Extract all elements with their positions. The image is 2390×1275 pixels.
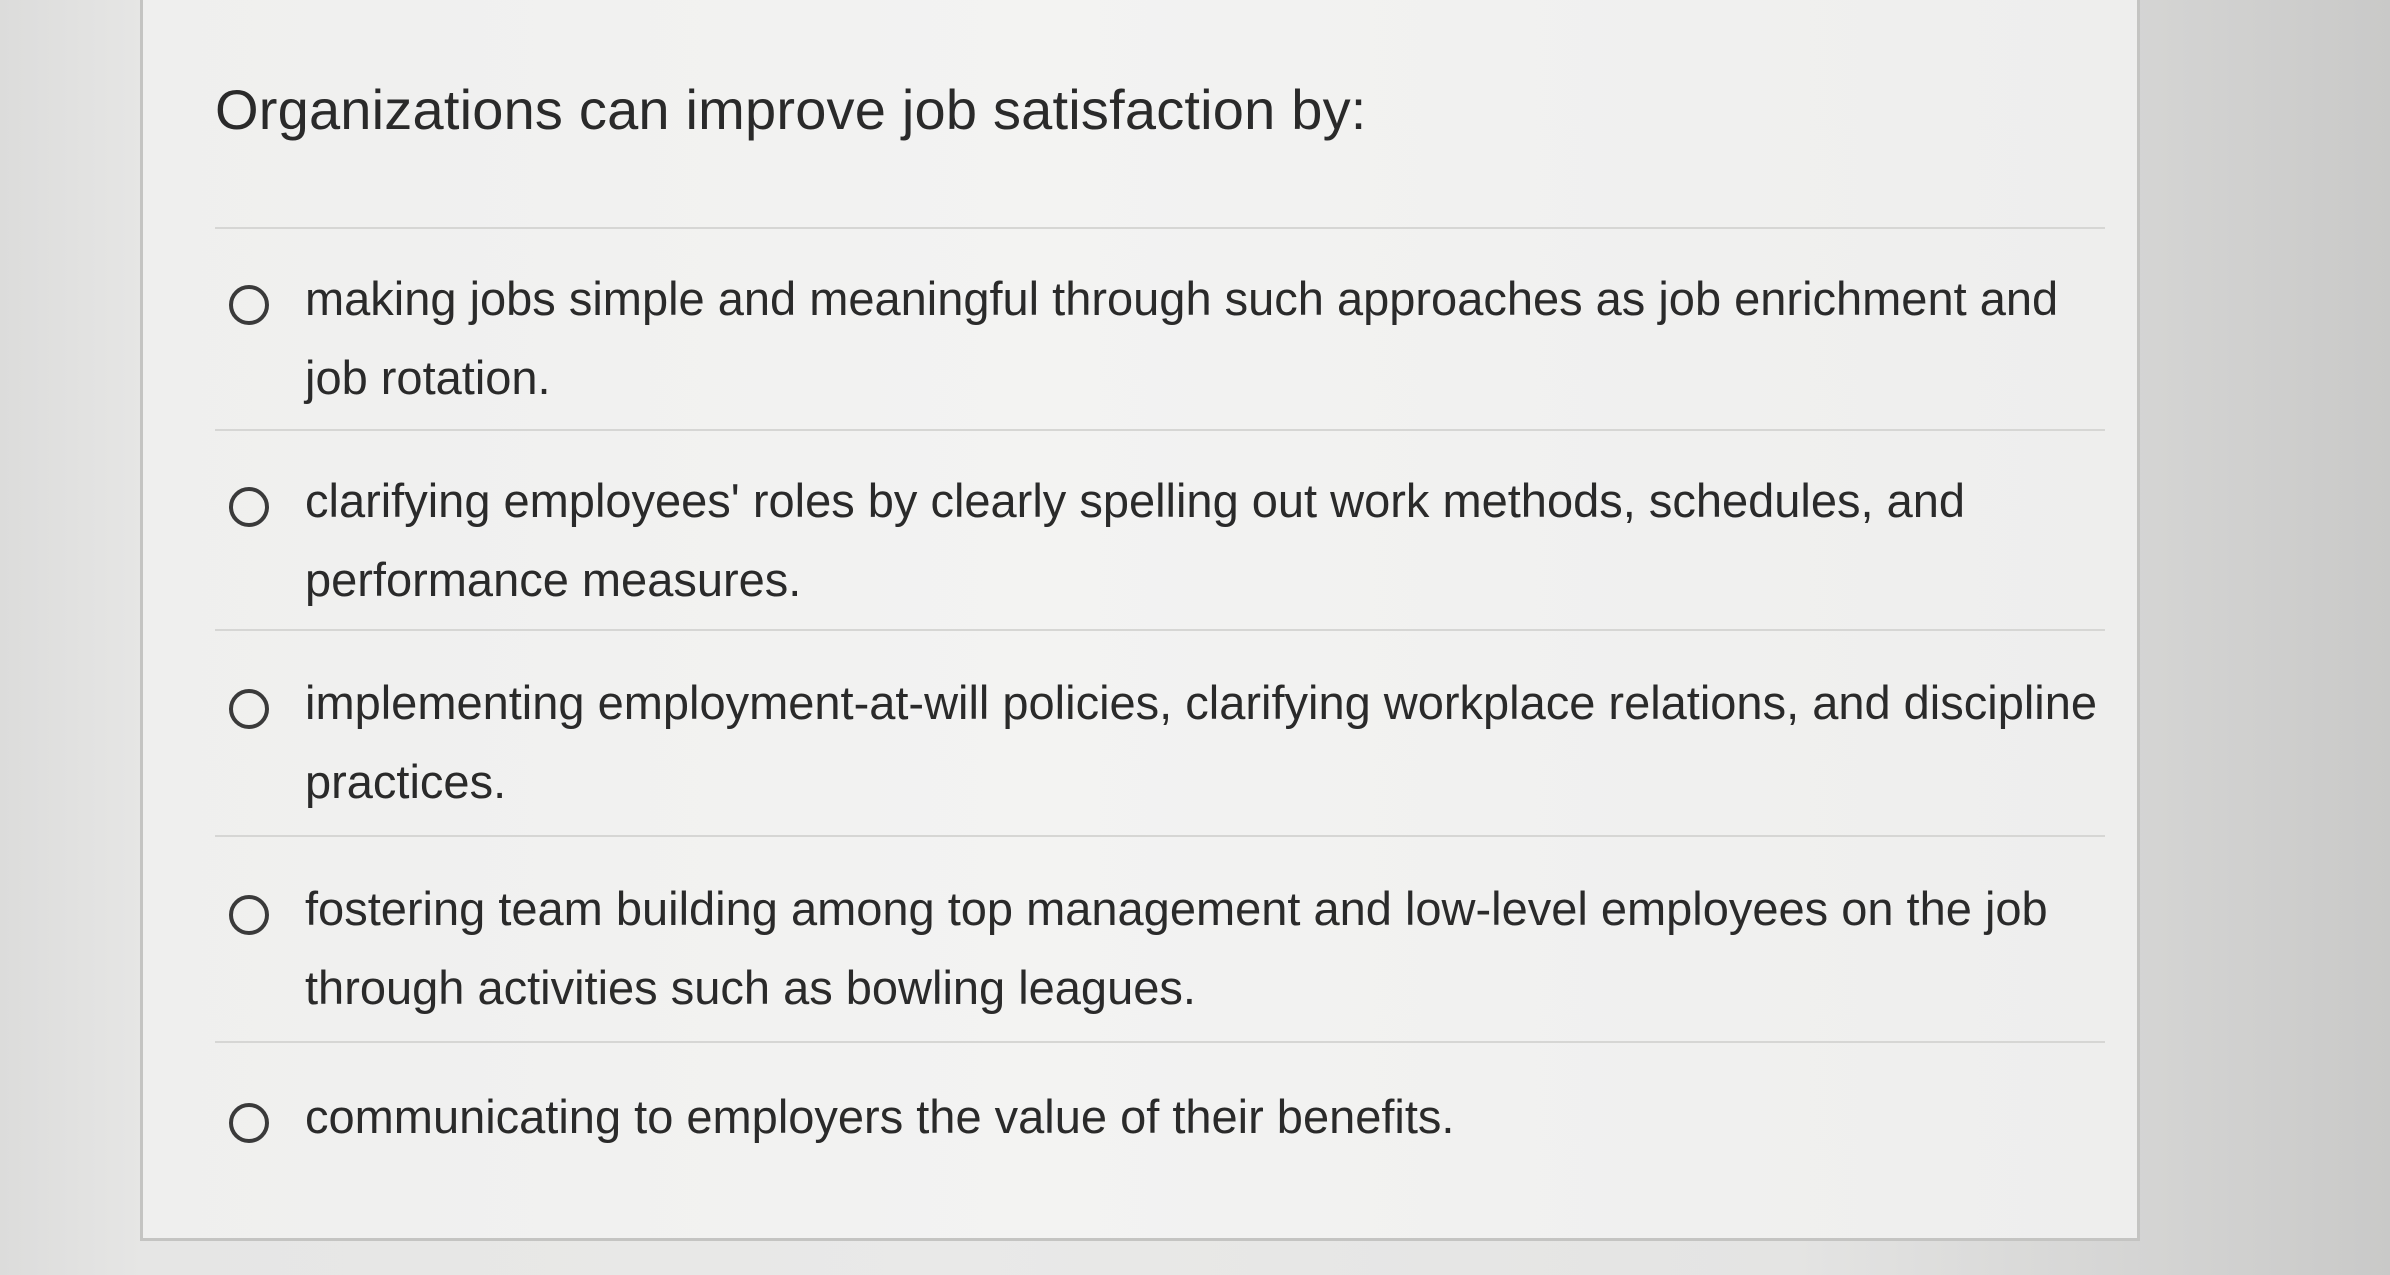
answer-option-1[interactable] <box>229 272 2109 417</box>
answer-option-4[interactable] <box>229 882 2109 1027</box>
answer-option-label[interactable]: making jobs simple and meaningful through such approaches as job enrichment and job rotation. <box>305 272 2059 404</box>
question-card <box>140 0 2140 1241</box>
divider <box>215 227 2105 229</box>
radio-unselected-icon[interactable] <box>229 285 269 325</box>
answer-option-label[interactable]: communicating to employers the value of their benefits. <box>305 1090 1455 1143</box>
divider <box>215 835 2105 837</box>
answer-option-label[interactable]: clarifying employees' roles by clearly spelling out work methods, schedules, and performance measures. <box>305 474 1966 606</box>
divider <box>215 429 2105 431</box>
radio-unselected-icon[interactable] <box>229 1103 269 1143</box>
radio-unselected-icon[interactable] <box>229 689 269 729</box>
answer-option-label[interactable]: implementing employment-at-will policies, clarifying workplace relations, and discipline practices. <box>305 676 2097 808</box>
radio-unselected-icon[interactable] <box>229 487 269 527</box>
answer-option-3[interactable] <box>229 676 2109 821</box>
answer-option-label[interactable]: fostering team building among top management and low-level employees on the job through activities such as bowling leagues. <box>305 882 2048 1014</box>
divider <box>215 629 2105 631</box>
question-text: Organizations can improve job satisfaction by: <box>215 78 1367 141</box>
radio-unselected-icon[interactable] <box>229 895 269 935</box>
answer-option-5[interactable] <box>229 1090 2109 1156</box>
answer-option-2[interactable] <box>229 474 2109 619</box>
divider <box>215 1041 2105 1043</box>
